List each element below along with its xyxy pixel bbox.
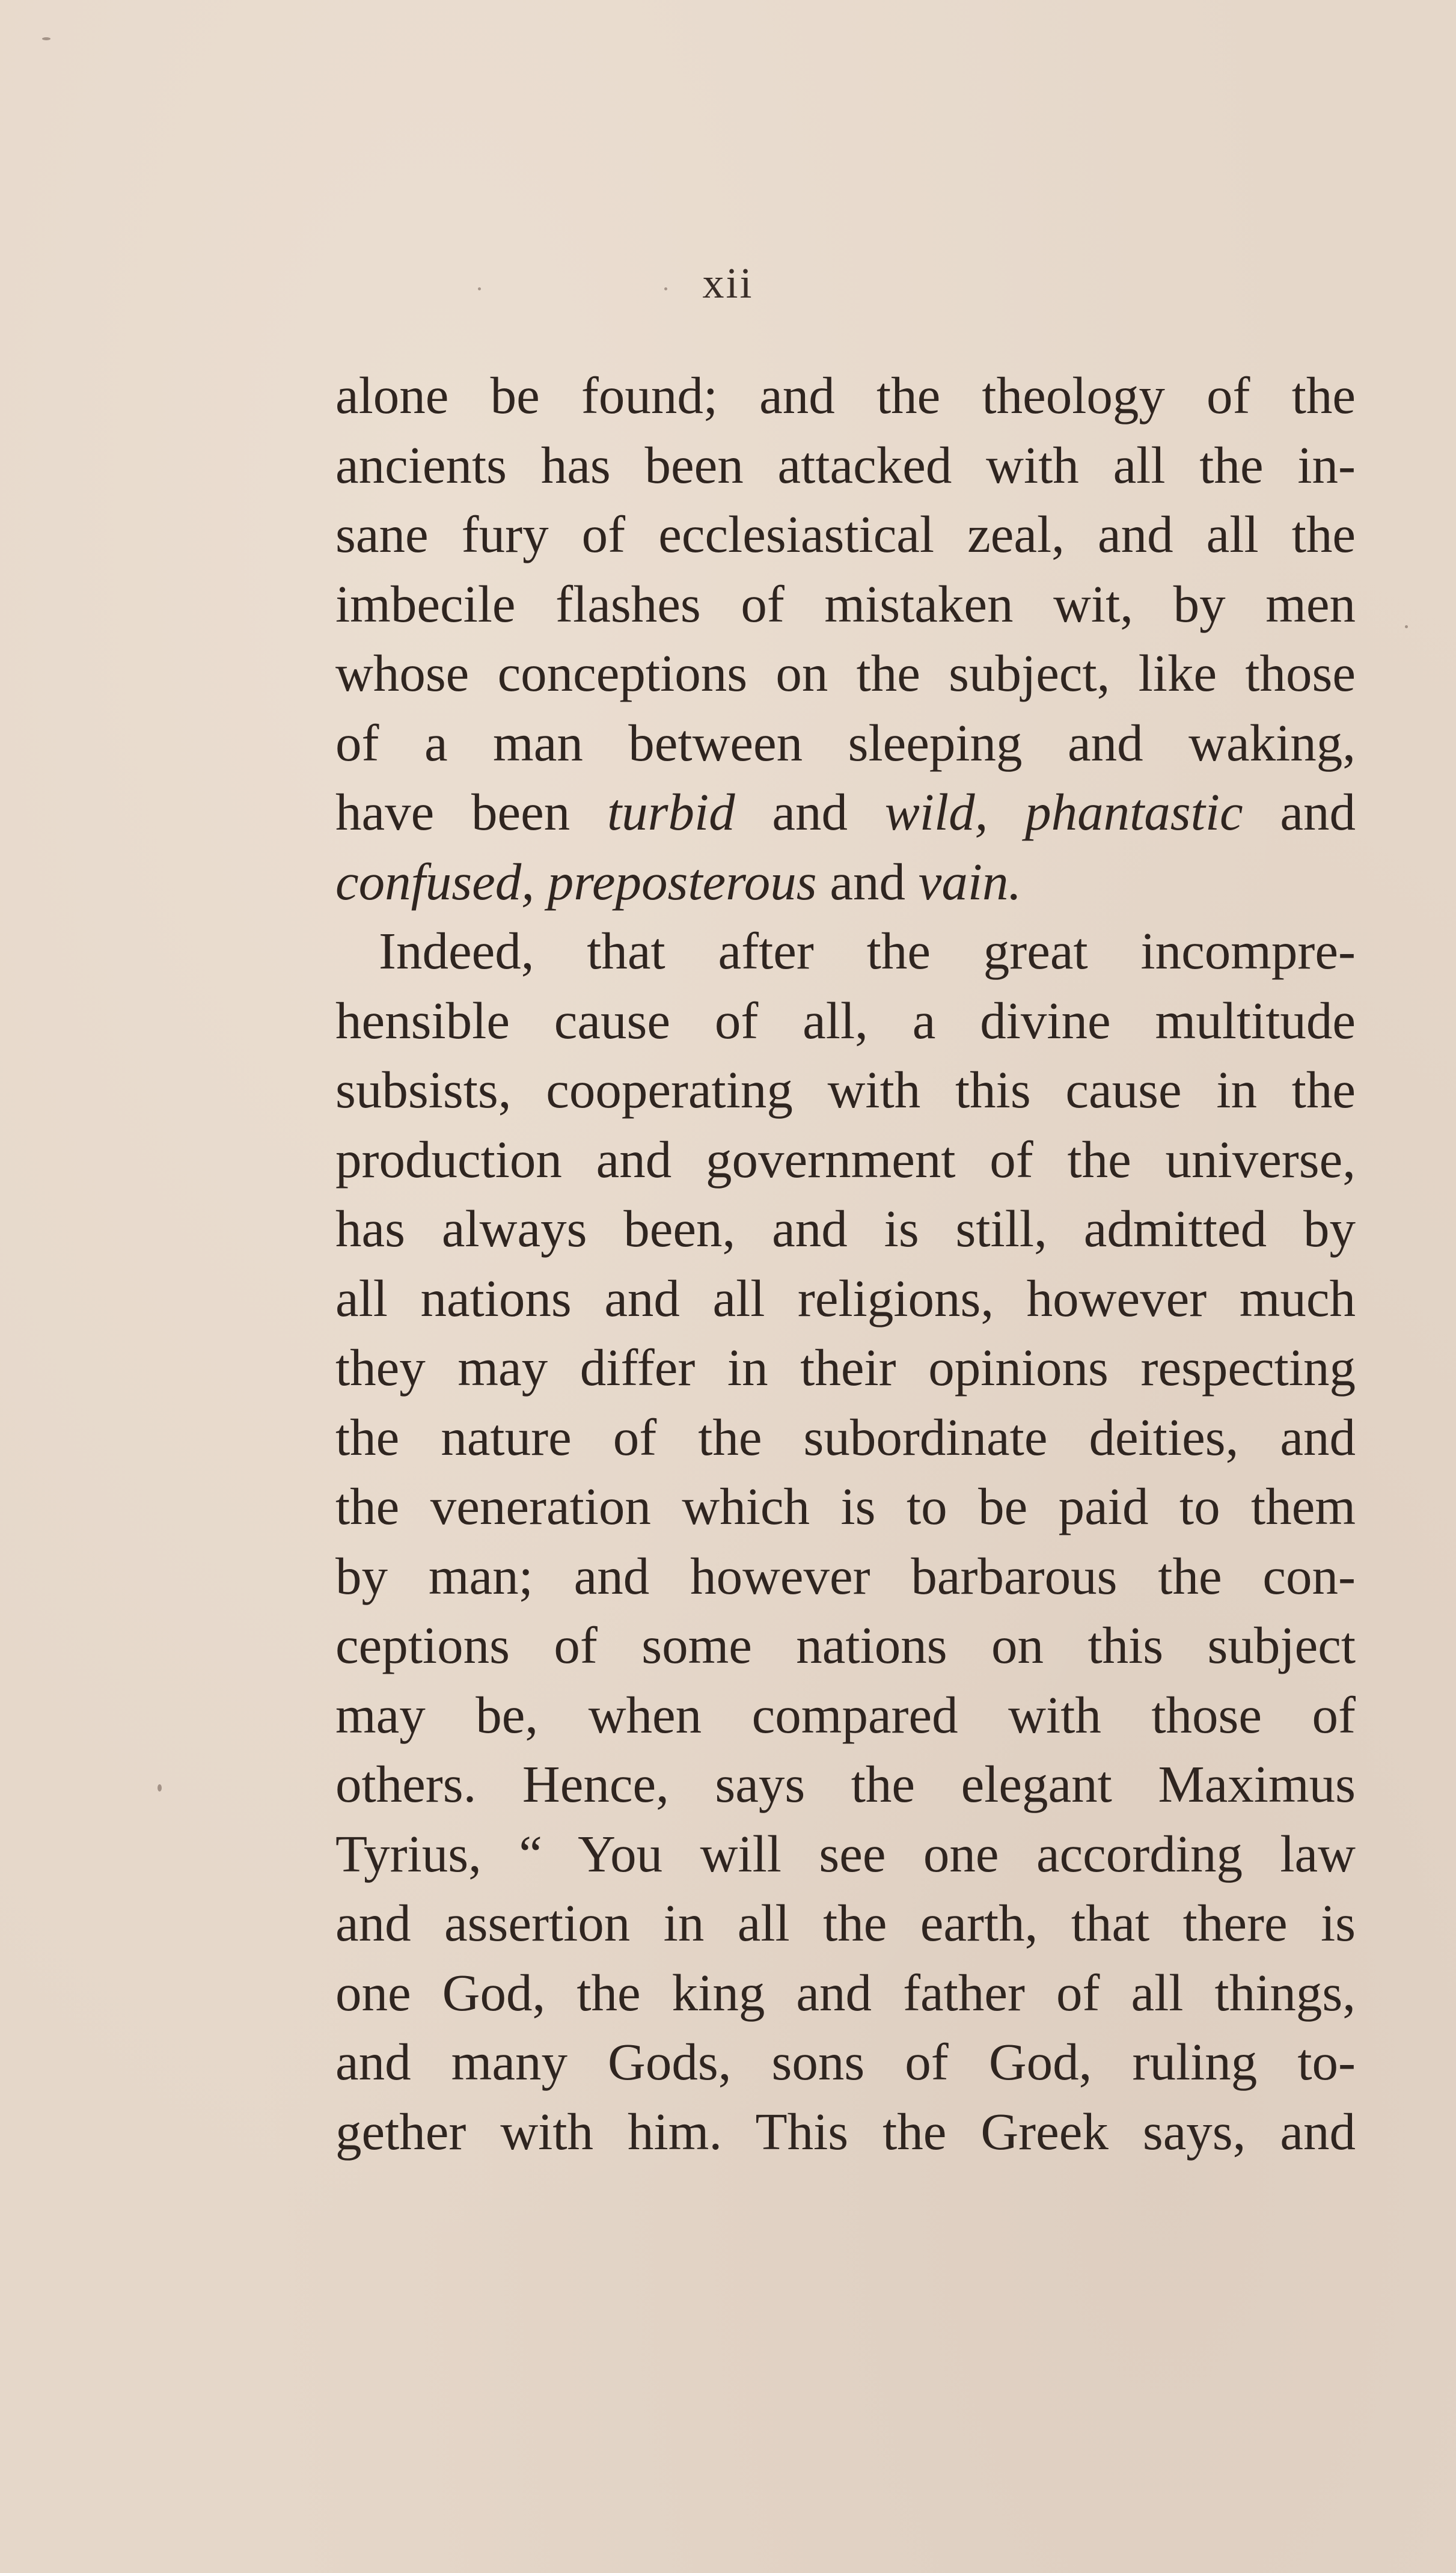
text-line: by man; and however barbarous the con- — [335, 1546, 1356, 1605]
text-line: confused, preposterous and vain. — [335, 852, 1022, 911]
text-line: hensible cause of all, a divine multitude — [335, 991, 1356, 1050]
text-line: and many Gods, sons of God, ruling to- — [335, 2033, 1356, 2091]
text-line: gether with him. This the Greek says, and — [335, 2102, 1356, 2161]
text-line: have been turbid and wild, phantastic and — [335, 783, 1356, 841]
text-line: subsists, cooperating with this cause in the — [335, 1060, 1356, 1119]
text-line: alone be found; and the theology of the — [335, 366, 1356, 424]
paper-speck — [478, 287, 481, 290]
text-line: ceptions of some nations on this subject — [335, 1616, 1356, 1674]
text-line: production and government of the universe, — [335, 1130, 1356, 1189]
text-line: whose conceptions on the subject, like those — [335, 644, 1356, 702]
text-line: others. Hence, says the elegant Maximus — [335, 1755, 1356, 1813]
text-line: Tyrius, “ You will see one according law — [335, 1824, 1356, 1883]
text-line: Indeed, that after the great incompre- — [379, 922, 1356, 980]
text-line: and assertion in all the earth, that there is — [335, 1894, 1356, 1952]
page-number: xii — [702, 259, 754, 307]
text-line: one God, the king and father of all things, — [335, 1963, 1356, 2022]
paper-speck — [42, 37, 50, 40]
text-line: of a man between sleeping and waking, — [335, 713, 1356, 772]
text-line: has always been, and is still, admitted by — [335, 1199, 1356, 1258]
text-line: imbecile flashes of mistaken wit, by men — [335, 574, 1356, 633]
text-line: the veneration which is to be paid to them — [335, 1477, 1356, 1535]
text-line: the nature of the subordinate deities, and — [335, 1407, 1356, 1466]
text-line: sane fury of ecclesiastical zeal, and all the — [335, 505, 1356, 563]
text-line: ancients has been attacked with all the in- — [335, 435, 1356, 494]
text-line: may be, when compared with those of — [335, 1685, 1356, 1744]
text-line: they may differ in their opinions respecting — [335, 1338, 1356, 1397]
paper-speck — [1405, 625, 1408, 628]
text-line: all nations and all religions, however much — [335, 1268, 1356, 1327]
body-text — [335, 361, 1356, 2166]
paper-speck — [158, 1784, 162, 1791]
paper-speck — [664, 287, 667, 290]
